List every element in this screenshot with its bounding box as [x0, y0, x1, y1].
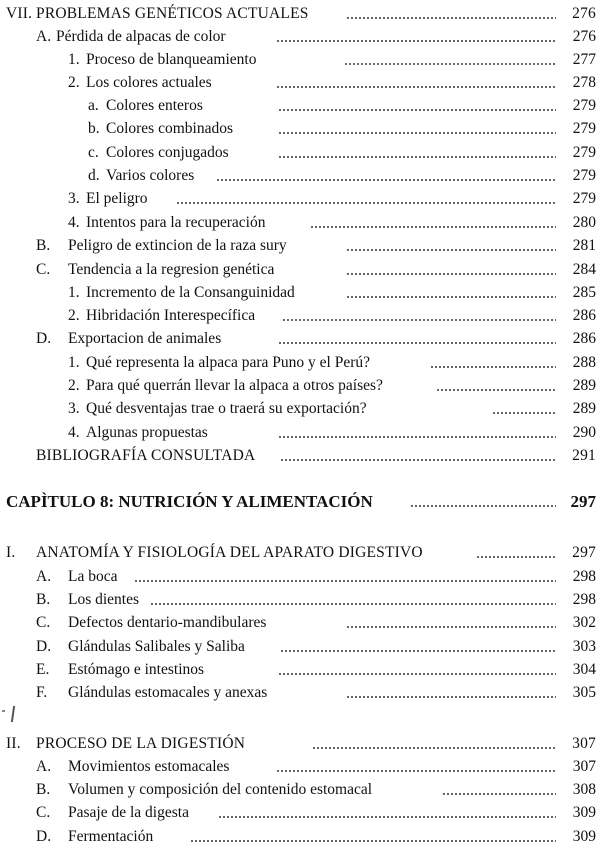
dot-leader: [278, 436, 556, 438]
entry-number: 2.: [68, 307, 80, 324]
toc-entry: [0, 445, 600, 467]
entry-number: 1.: [68, 354, 80, 371]
dot-leader: [346, 296, 556, 298]
dot-leader: [278, 109, 556, 111]
entry-number: D.: [36, 638, 52, 655]
toc-entry: [0, 305, 600, 327]
dot-leader: [216, 179, 556, 181]
entry-title: La boca: [68, 568, 118, 585]
entry-number: B.: [36, 591, 51, 608]
dot-leader: [346, 273, 556, 275]
dot-leader: [346, 626, 556, 628]
toc-entry: [0, 3, 600, 25]
page-number: 297: [570, 492, 596, 511]
page-number: 279: [572, 167, 596, 184]
dot-leader: [346, 249, 556, 251]
dot-leader: [282, 319, 556, 321]
entry-number: 1.: [68, 284, 80, 301]
toc-entry: [0, 118, 600, 140]
toc-entry: [0, 802, 600, 824]
dot-leader: [312, 747, 556, 749]
toc-entry: [0, 375, 600, 397]
toc-entry: [0, 756, 600, 778]
dot-leader: [430, 366, 556, 368]
entry-title: Volumen y composición del contenido estomacal: [68, 781, 373, 798]
page-number: 277: [572, 51, 596, 68]
page-number: 303: [572, 638, 596, 655]
toc-entry: [0, 188, 600, 210]
toc-entry: [0, 49, 600, 71]
dot-leader: [346, 17, 556, 19]
toc-entry: [0, 235, 600, 257]
entry-title: Pasaje de la digesta: [68, 804, 189, 821]
dot-leader: [410, 505, 556, 507]
page-number: 298: [572, 591, 596, 608]
toc-entry: [0, 142, 600, 164]
toc-entry: [0, 259, 600, 281]
entry-number: I.: [6, 544, 16, 561]
dot-leader: [346, 696, 556, 698]
dot-leader: [278, 673, 556, 675]
page-number: 308: [572, 781, 596, 798]
page-number: 305: [572, 684, 596, 701]
toc-entry: [0, 636, 600, 658]
toc-entry: [0, 422, 600, 444]
entry-title: Proceso de blanqueamiento: [86, 51, 257, 68]
entry-title: BIBLIOGRAFÍA CONSULTADA: [36, 447, 256, 464]
page-number: 281: [572, 237, 596, 254]
page-number: 276: [572, 28, 596, 45]
entry-number: d.: [88, 167, 100, 184]
entry-title: Intentos para la recuperación: [86, 214, 266, 231]
dot-leader: [344, 63, 556, 65]
entry-title: Para qué querrán llevar la alpaca a otros países?: [86, 377, 383, 394]
entry-title: Glándulas estomacales y anexas: [68, 684, 268, 701]
entry-title: PROBLEMAS GENÉTICOS ACTUALES: [36, 5, 309, 22]
toc-entry: [0, 352, 600, 374]
entry-title: Tendencia a la regresion genética: [68, 261, 275, 278]
entry-number: 2.: [68, 377, 80, 394]
page-number: 309: [572, 804, 596, 821]
toc-entry: [0, 282, 600, 304]
entry-title: Qué representa la alpaca para Puno y el Perú?: [86, 354, 371, 371]
scan-artifact: [2, 710, 5, 712]
toc-entry: [0, 566, 600, 588]
toc-entry: [0, 682, 600, 704]
entry-title: Algunas propuestas: [86, 424, 208, 441]
entry-title: Peligro de extincion de la raza sury: [68, 237, 287, 254]
page-number: 279: [572, 97, 596, 114]
dot-leader: [280, 459, 556, 461]
dot-leader: [218, 816, 556, 818]
page-number: 279: [572, 190, 596, 207]
dot-leader: [150, 603, 556, 605]
entry-number: D.: [36, 828, 52, 845]
entry-title: ANATOMÍA Y FISIOLOGÍA DEL APARATO DIGESTIVO: [36, 544, 423, 561]
page-number: 302: [572, 614, 596, 631]
entry-number: E.: [36, 661, 50, 678]
entry-title: Movimientos estomacales: [68, 758, 230, 775]
dot-leader: [436, 389, 556, 391]
toc-entry: [0, 212, 600, 234]
page-number: 276: [572, 5, 596, 22]
entry-number: b.: [88, 120, 100, 137]
page-number: 307: [572, 735, 596, 752]
page-number: 290: [572, 424, 596, 441]
entry-title: Colores combinados: [106, 120, 233, 137]
page-number: 289: [572, 377, 596, 394]
dot-leader: [492, 412, 556, 414]
entry-title: El peligro: [86, 190, 148, 207]
toc-entry: [0, 826, 600, 848]
entry-number: A.: [36, 758, 52, 775]
page-number: 297: [572, 544, 596, 561]
entry-title: Defectos dentario-mandibulares: [68, 614, 267, 631]
entry-title: Varios colores: [106, 167, 195, 184]
page-number: 288: [572, 354, 596, 371]
page-number: 309: [572, 828, 596, 845]
page-number: 278: [572, 74, 596, 91]
dot-leader: [278, 342, 556, 344]
dot-leader: [278, 156, 556, 158]
entry-number: B.: [36, 781, 51, 798]
entry-number: C.: [36, 804, 51, 821]
toc-entry: [0, 95, 600, 117]
toc-entry: [0, 612, 600, 634]
page-number: 284: [572, 261, 596, 278]
dot-leader: [476, 556, 556, 558]
entry-title: Hibridación Interespecífica: [86, 307, 256, 324]
page-number: 286: [572, 307, 596, 324]
page-number: 286: [572, 330, 596, 347]
entry-number: 1.: [68, 51, 80, 68]
page-number: 298: [572, 568, 596, 585]
scan-artifact: [11, 706, 15, 722]
dot-leader: [276, 770, 556, 772]
entry-title: Exportacion de animales: [68, 330, 222, 347]
toc-entry: [0, 398, 600, 420]
entry-title: Estómago e intestinos: [68, 661, 205, 678]
entry-number: a.: [88, 97, 99, 114]
chapter-title: CAPÌTULO 8: NUTRICIÓN Y ALIMENTACIÓN: [6, 492, 373, 511]
toc-entry: [0, 542, 600, 564]
entry-title: Incremento de la Consanguinidad: [86, 284, 295, 301]
entry-number: 2.: [68, 74, 80, 91]
entry-number: 3.: [68, 400, 80, 417]
page-number: 307: [572, 758, 596, 775]
entry-number: 4.: [68, 424, 80, 441]
toc-entry: [0, 779, 600, 801]
toc-entry: [0, 589, 600, 611]
entry-number: C.: [36, 614, 51, 631]
entry-title: Colores enteros: [106, 97, 203, 114]
dot-leader: [190, 840, 556, 842]
dot-leader: [134, 580, 556, 582]
entry-title: Los dientes: [68, 591, 140, 608]
entry-number: A.: [36, 28, 52, 45]
page-number: 304: [572, 661, 596, 678]
page-number: 291: [572, 447, 596, 464]
entry-title: Los colores actuales: [86, 74, 212, 91]
entry-number: c.: [88, 144, 99, 161]
dot-leader: [276, 40, 556, 42]
entry-title: Glándulas Salibales y Saliba: [68, 638, 245, 655]
toc-entry: [0, 328, 600, 350]
entry-number: 3.: [68, 190, 80, 207]
entry-number: II.: [6, 735, 21, 752]
dot-leader: [280, 650, 556, 652]
page-number: 279: [572, 120, 596, 137]
entry-title: Colores conjugados: [106, 144, 229, 161]
page-number: 279: [572, 144, 596, 161]
page-number: 280: [572, 214, 596, 231]
dot-leader: [276, 86, 556, 88]
entry-title: Fermentación: [68, 828, 154, 845]
entry-number: A.: [36, 568, 52, 585]
entry-number: F.: [36, 684, 48, 701]
toc-entry: [0, 659, 600, 681]
chapter-heading: [0, 491, 600, 513]
page-number: 289: [572, 400, 596, 417]
entry-number: D.: [36, 330, 52, 347]
entry-title: Pérdida de alpacas de color: [56, 28, 226, 45]
dot-leader: [442, 793, 556, 795]
toc-entry: [0, 733, 600, 755]
dot-leader: [176, 202, 556, 204]
entry-number: B.: [36, 237, 51, 254]
entry-title: Qué desventajas trae o traerá su exportación?: [86, 400, 367, 417]
dot-leader: [310, 226, 556, 228]
page-number: 285: [572, 284, 596, 301]
toc-entry: [0, 165, 600, 187]
dot-leader: [278, 132, 556, 134]
entry-number: C.: [36, 261, 51, 278]
toc-entry: [0, 26, 600, 48]
entry-number: VII.: [6, 5, 33, 22]
entry-number: 4.: [68, 214, 80, 231]
entry-title: PROCESO DE LA DIGESTIÓN: [36, 735, 246, 752]
toc-entry: [0, 72, 600, 94]
